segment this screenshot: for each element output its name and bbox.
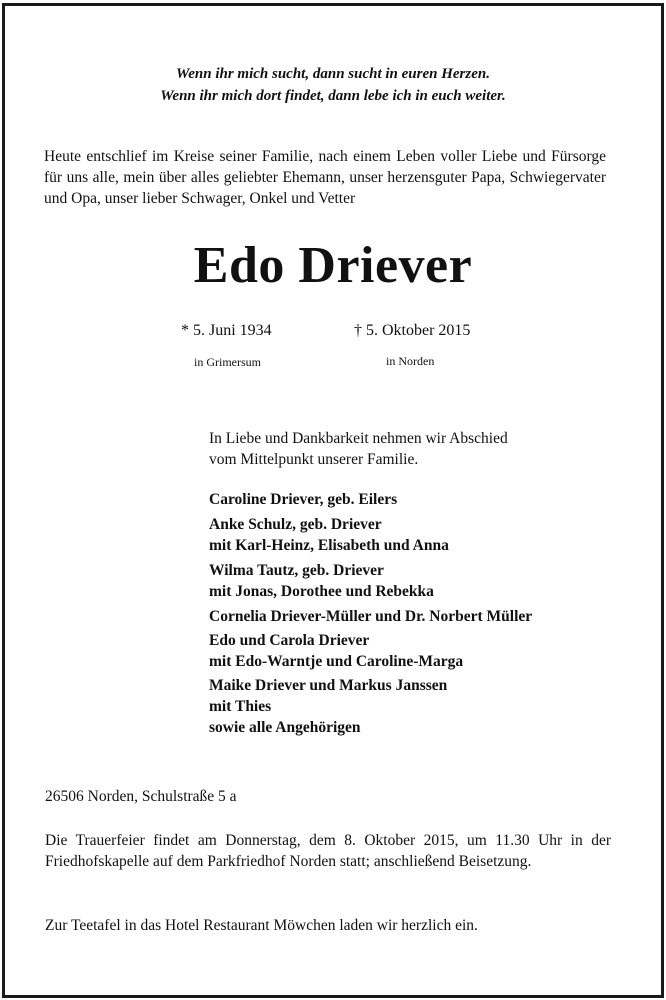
motto-line-2: Wenn ihr mich dort findet, dann lebe ich in euch weiter. [160, 88, 506, 104]
family-line: Cornelia Driever-Müller und Dr. Norbert Müller [209, 608, 533, 625]
birth-place: in Grimersum [194, 355, 261, 369]
address: 26506 Norden, Schulstraße 5 a [45, 788, 237, 805]
death-place: in Norden [386, 354, 435, 368]
death-date: † 5. Oktober 2015 [354, 322, 471, 339]
farewell-text [209, 428, 508, 470]
family-line: mit Thies [209, 698, 272, 715]
intro-paragraph: Heute entschlief im Kreise seiner Familie, nach einem Leben voller Liebe und Fürsorge für uns alle, mein über alles geliebter Ehemann, unser herzensguter Papa, Schwiegervater und Opa, unser lieber Schwager, Onkel und Vetter [44, 148, 606, 207]
farewell-line-2: vom Mittelpunkt unserer Familie. [209, 451, 419, 468]
family-line: Edo und Carola Driever [209, 632, 370, 649]
family-line: sowie alle Angehörigen [209, 719, 361, 736]
family-line: mit Edo-Warntje und Caroline-Marga [209, 653, 464, 670]
deceased-name: Edo Driever [193, 237, 473, 294]
family-line: mit Jonas, Dorothee und Rebekka [209, 583, 434, 600]
birth-date: * 5. Juni 1934 [181, 322, 272, 339]
tea-invitation: Zur Teetafel in das Hotel Restaurant Möwchen laden wir herzlich ein. [45, 917, 478, 934]
farewell-line-1: In Liebe und Dankbarkeit nehmen wir Abschied [209, 430, 508, 447]
service-paragraph: Die Trauerfeier findet am Donnerstag, dem 8. Oktober 2015, um 11.30 Uhr in der Friedhofskapelle auf dem Parkfriedhof Norden statt; anschließend Beisetzung. [45, 832, 611, 870]
motto-line-1: Wenn ihr mich sucht, dann sucht in euren Herzen. [176, 66, 490, 82]
family-line: Maike Driever und Markus Janssen [209, 677, 448, 694]
family-line: Wilma Tautz, geb. Driever [209, 562, 384, 579]
family-line: Caroline Driever, geb. Eilers [209, 491, 398, 508]
family-line: mit Karl-Heinz, Elisabeth und Anna [209, 537, 449, 554]
family-line: Anke Schulz, geb. Driever [209, 516, 382, 533]
